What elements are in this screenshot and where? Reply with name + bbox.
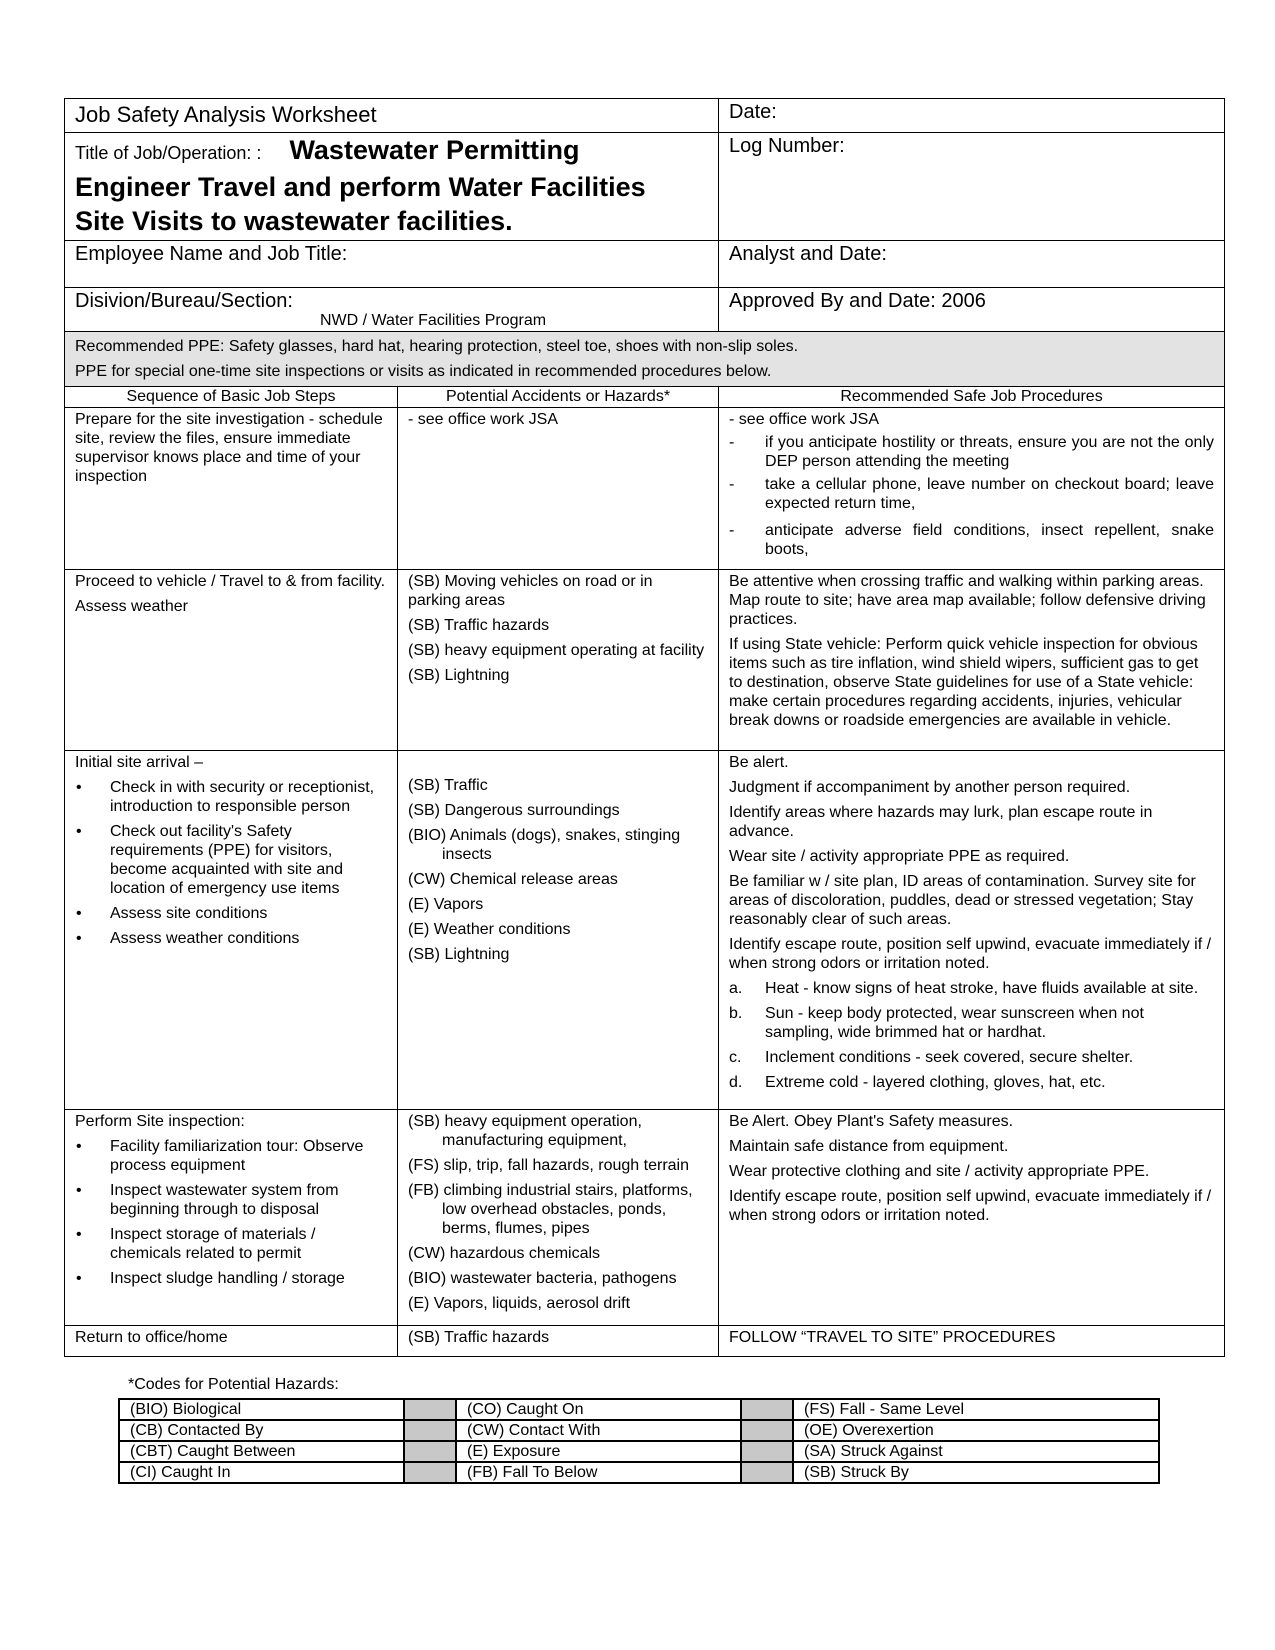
hazard-item: (SB) heavy equipment operation, manufacturing equipment, [408,1113,642,1149]
code-spacer [741,1420,793,1441]
procedure-item: Be Alert. Obey Plant's Safety measures. [729,1113,1014,1130]
job-title-label: Title of Job/Operation: : [75,143,262,163]
code-cell: (CO) Caught On [456,1399,741,1420]
analyst-cell [719,241,1225,288]
procedure-cell [719,408,1225,570]
step-cell [65,751,398,1110]
hazard-cell [398,1326,719,1357]
hazard-item: (CW) Chemical release areas [408,871,618,888]
code-cell: (E) Exposure [456,1441,741,1462]
hazard-item: (BIO) Animals (dogs), snakes, stinging insects [408,827,681,863]
code-spacer [741,1462,793,1483]
code-cell: (OE) Overexertion [793,1420,1159,1441]
list-item: • Check out facility's Safety requirements (PPE) for visitors, become acquainted with site and location of emergency use items [110,822,387,898]
hazard-cell [398,570,719,751]
worksheet-title: Job Safety Analysis Worksheet [75,102,377,127]
division-label: Disivion/Bureau/Section: [75,290,293,312]
step-cell [65,1326,398,1357]
job-title-cell [65,133,719,241]
hazard-item: (E) Vapors [408,896,484,913]
table-row [119,1420,1159,1441]
code-cell: (SB) Struck By [793,1462,1159,1483]
table-row [65,1326,1225,1357]
hazard-item: (FB) climbing industrial stairs, platforms, low overhead obstacles, ponds, berms, flumes, pipes [408,1182,693,1237]
hazard-item: (SB) Traffic hazards [408,617,550,634]
date-cell [719,99,1225,133]
jsa-table [64,98,1225,1357]
procedure-dash-item: - take a cellular phone, leave number on checkout board; leave expected return time, [729,476,1215,512]
procedure-item: Wear site / activity appropriate PPE as required. [729,848,1070,865]
step-text: Prepare for the site investigation - schedule site, review the files, ensure immediate supervisor knows place and time of your inspection [75,411,383,485]
code-cell: (CW) Contact With [456,1420,741,1441]
hazard-item: (SB) Traffic [408,777,488,794]
list-item: a. Heat - know signs of heat stroke, have fluids available at site. [729,980,1199,997]
hazards-column-header: Potential Accidents or Hazards* [398,387,719,408]
list-item: d. Extreme cold - layered clothing, gloves, hat, etc. [729,1074,1106,1091]
procedure-item: Identify escape route, position self upwind, evacuate immediately if / when strong odors or irritation noted. [729,1188,1212,1224]
procedure-cell [719,751,1225,1110]
table-row [65,408,1225,570]
code-cell: (BIO) Biological [119,1399,404,1420]
code-spacer [404,1420,456,1441]
hazard-item: (SB) Traffic hazards [408,1329,550,1346]
procedure-item: - see office work JSA [729,411,879,428]
procedure-item: Be familiar w / site plan, ID areas of contamination. Survey site for areas of discoloration, puddles, dead or stressed vegetation; Stay reasonably clear of such areas. [729,873,1196,928]
hazard-item: - see office work JSA [408,411,558,428]
table-row [65,570,1225,751]
procedure-item: Identify areas where hazards may lurk, plan escape route in advance. [729,804,1153,840]
hazard-item: (CW) hazardous chemicals [408,1245,601,1262]
procedure-cell [719,1326,1225,1357]
code-spacer [404,1441,456,1462]
step-intro: Initial site arrival – [75,754,204,771]
step-text: Return to office/home [75,1329,228,1346]
list-item: • Assess weather conditions [110,929,387,948]
step-cell [65,408,398,570]
hazard-cell [398,408,719,570]
code-spacer [741,1441,793,1462]
worksheet-title-cell [65,99,719,133]
job-title-line-1: Wastewater Permitting [289,135,580,165]
ppe-line-2: PPE for special one-time site inspections or visits as indicated in recommended procedures below. [75,363,772,380]
code-cell: (CI) Caught In [119,1462,404,1483]
list-item: b. Sun - keep body protected, wear sunscreen when not sampling, wide brimmed hat or hardhat. [729,1005,1144,1041]
table-row [65,751,1225,1110]
hazard-item: (SB) Dangerous surroundings [408,802,620,819]
ppe-cell [65,332,1225,387]
procedure-item: FOLLOW “TRAVEL TO SITE” PROCEDURES [729,1329,1056,1346]
code-cell: (FS) Fall - Same Level [793,1399,1159,1420]
procedure-item: Wear protective clothing and site / activity appropriate PPE. [729,1163,1150,1180]
list-item: • Inspect sludge handling / storage [110,1269,387,1288]
division-value: NWD / Water Facilities Program [320,312,547,329]
hazard-item: (SB) Lightning [408,667,510,684]
hazard-item: (SB) Moving vehicles on road or in parking areas [408,573,653,609]
step-cell [65,1110,398,1326]
procedures-column-header: Recommended Safe Job Procedures [719,387,1225,408]
procedure-cell [719,570,1225,751]
procedure-item: Identify escape route, position self upwind, evacuate immediately if / when strong odors or irritation noted. [729,936,1212,972]
list-item: • Inspect wastewater system from beginning through to disposal [110,1181,387,1219]
steps-column-header: Sequence of Basic Job Steps [65,387,398,408]
employee-label: Employee Name and Job Title: [75,243,348,265]
code-cell: (SA) Struck Against [793,1441,1159,1462]
procedure-item: Maintain safe distance from equipment. [729,1138,1009,1155]
step-text: Proceed to vehicle / Travel to & from facility. [75,573,386,590]
list-item: • Assess site conditions [110,904,387,923]
step-text: Assess weather [75,598,188,615]
jsa-worksheet [64,98,1224,1357]
step-bullet-list [75,778,387,948]
step-cell [65,570,398,751]
list-item: c. Inclement conditions - seek covered, secure shelter. [729,1049,1134,1066]
hazard-item: (SB) Lightning [408,946,510,963]
hazard-item: (E) Vapors, liquids, aerosol drift [408,1295,631,1312]
code-spacer [404,1399,456,1420]
step-bullet-list [75,1137,387,1288]
ppe-line-1: Recommended PPE: Safety glasses, hard hat, hearing protection, steel toe, shoes with non-slip soles. [75,338,799,355]
job-title-line-2: Engineer Travel and perform Water Facilities [75,172,646,202]
table-row [119,1399,1159,1420]
log-number-cell [719,133,1225,241]
hazard-item: (BIO) wastewater bacteria, pathogens [408,1270,677,1287]
table-row [65,1110,1225,1326]
procedure-item: Be attentive when crossing traffic and walking within parking areas. Map route to site; have area map available; follow defensive driving practices. [729,573,1206,628]
code-cell: (CB) Contacted By [119,1420,404,1441]
date-label: Date: [729,101,777,123]
hazard-item: (FS) slip, trip, fall hazards, rough terrain [408,1157,689,1174]
codes-title: *Codes for Potential Hazards: [128,1376,339,1393]
approved-cell [719,288,1225,332]
hazard-cell [398,1110,719,1326]
list-item: • Check in with security or receptionist, introduction to responsible person [110,778,387,816]
employee-cell [65,241,719,288]
hazard-item: (SB) heavy equipment operating at facility [408,642,705,659]
code-cell: (FB) Fall To Below [456,1462,741,1483]
division-cell [65,288,719,332]
procedure-cell [719,1110,1225,1326]
table-row [119,1462,1159,1483]
procedure-item: If using State vehicle: Perform quick vehicle inspection for obvious items such as tire inflation, wind shield wipers, sufficient gas to get to destination, observe State guidelines for use of a State vehicle: make certain procedures regarding accidents, injuries, vehicular break downs or roadside emergencies are available in vehicle. [729,636,1199,729]
hazard-codes-table [118,1398,1160,1484]
job-title-line-3: Site Visits to wastewater facilities. [75,206,513,236]
code-cell: (CBT) Caught Between [119,1441,404,1462]
procedure-dash-item: - anticipate adverse field conditions, insect repellent, snake boots, [729,522,1215,558]
table-row [119,1441,1159,1462]
log-number-label: Log Number: [729,135,845,157]
step-intro: Perform Site inspection: [75,1113,245,1130]
approved-label: Approved By and Date: 2006 [729,290,986,312]
procedure-item: Judgment if accompaniment by another person required. [729,779,1131,796]
code-spacer [741,1399,793,1420]
hazard-item: (E) Weather conditions [408,921,571,938]
list-item: • Facility familiarization tour: Observe process equipment [110,1137,387,1175]
list-item: • Inspect storage of materials / chemicals related to permit [110,1225,387,1263]
procedure-dash-item: - if you anticipate hostility or threats, ensure you are not the only DEP person attending the meeting [729,434,1215,470]
procedure-item: Be alert. [729,754,789,771]
hazard-cell [398,751,719,1110]
code-spacer [404,1462,456,1483]
analyst-label: Analyst and Date: [729,243,887,265]
